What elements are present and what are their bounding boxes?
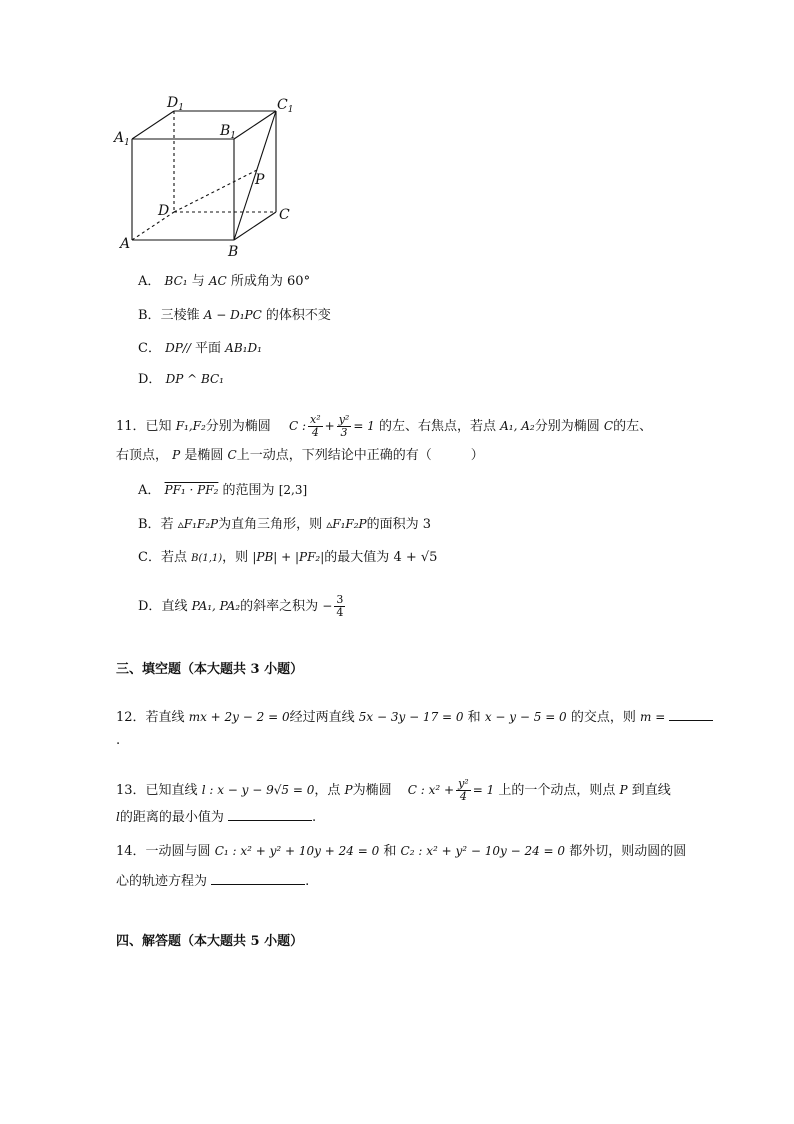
math-expr: F₁,F₂ [175,419,206,433]
cube-figure [112,92,302,262]
stem-text: 和 [383,844,397,859]
stem-text: 都外切，则动圆的圆 [569,844,687,859]
stem-text: 到直线 [631,783,671,798]
math-expr: AC [208,274,227,288]
option-text: 的斜率之积为 [240,599,319,614]
stem-text: . [312,810,317,825]
math-expr: C : x² + [407,783,455,797]
math-expr: AB₁D₁ [225,341,262,355]
math-expr: C : [288,419,306,433]
q10-option-b [138,306,331,325]
q12-stem [116,706,713,727]
option-text: 若点 [160,550,187,565]
stem-text: 已知 [145,419,172,434]
segment-D-P [174,170,257,212]
option-text: 的体积不变 [265,308,331,323]
fraction: $\frac{3}{4}$ [336,593,344,619]
math-expr: 4 + √5 [393,550,438,565]
label-C1: $C_1$ [277,97,294,115]
stem-text: 为椭圆 [352,783,392,798]
option-text: 的面积为 [366,517,419,532]
math-expr: PA₁, PA₂ [191,599,241,613]
fraction: $\frac{\text{y²}}{3}$ [338,413,350,439]
option-text: 的范围为 [222,483,275,498]
stem-text: 右顶点， [116,448,169,463]
option-label: A． [138,274,161,289]
question-number: 13． [116,783,146,798]
stem-text: 一动圆与圆 [145,844,211,859]
answer-blank[interactable] [211,870,305,885]
math-expr: A₁, A₂ [500,419,535,433]
math-expr: B(1,1) [191,553,223,564]
math-expr: BC₁ [164,274,188,288]
q11-option-d [138,594,347,619]
q12-line2: . [116,733,121,748]
math-expr: C₂ : x² + y² − 10y − 24 = 0 [400,844,566,858]
math-expr: l [116,810,120,824]
math-expr: P [344,783,353,797]
stem-text: 的距离的最小值为 [119,810,224,825]
math-expr: A − D₁PC [203,308,262,322]
q11-stem-line2 [116,446,484,465]
stem-text: 若直线 [145,710,185,725]
math-expr: ▵F₁F₂P [326,517,367,531]
question-number: 11． [116,419,146,434]
option-label: B． [138,308,161,323]
edge-A1-D1 [132,111,174,139]
option-label: C． [138,550,161,565]
q13-stem-line2 [116,806,316,827]
stem-text: 分别为椭圆 [534,419,600,434]
math-expr: C [603,419,614,433]
label-D: D [158,203,170,219]
option-text: 平面 [195,341,222,356]
math-expr: x − y − 5 = 0 [484,710,567,724]
option-label: D． [138,372,162,387]
math-expr: PF₁ · PF₂ [164,483,219,497]
math-expr: P [619,783,628,797]
stem-text: 和 [467,710,481,725]
option-label: B． [138,517,161,532]
edge-B1-C1 [234,111,276,139]
option-label: D． [138,599,162,614]
section-4-heading: 四、解答题（本大题共 5 小题） [116,934,304,949]
option-text: 若 [160,517,174,532]
label-B1: $B_1$ [220,123,237,141]
option-text: 的最大值为 [324,550,390,565]
math-expr: 3 [422,517,432,532]
stem-text: 心的轨迹方程为 [116,874,208,889]
stem-text: 是椭圆 [184,448,224,463]
math-expr: 5x − 3y − 17 = 0 [358,710,464,724]
math-expr: C₁ : x² + y² + 10y + 24 = 0 [214,844,380,858]
option-text: 为直角三角形，则 [218,517,323,532]
edge-B-C [234,212,276,240]
stem-text: 分别为椭圆 [205,419,271,434]
math-expr: mx + 2y − 2 = 0 [188,710,290,724]
option-text: 三棱锥 [160,308,200,323]
math-expr: m = [640,710,666,724]
label-D1: $D_1$ [167,95,184,113]
q10-option-a [138,272,310,291]
option-text: ，则 [222,550,249,565]
math-expr: ▵F₁F₂P [177,517,219,531]
q11-stem-line1 [116,414,652,439]
label-B: B [228,244,239,260]
label-A1: $A_1$ [114,130,130,148]
label-A: A [120,236,131,252]
stem-text: 的左、右焦点，若点 [378,419,496,434]
math-expr: − [322,599,333,613]
fraction: $\frac{\text{y²}}{4}$ [458,777,469,803]
stem-text: 经过两直线 [289,710,355,725]
math-expr: P [172,448,181,462]
q11-option-b [138,515,431,534]
question-number: 14． [116,844,146,859]
section-3-heading: 三、填空题（本大题共 3 小题） [116,662,304,677]
option-text: 所成角为 [230,274,283,289]
answer-blank[interactable] [228,806,312,821]
math-expr: 60° [287,274,311,289]
math-expr: l : x − y − 9√5 = 0 [201,783,315,797]
q13-stem-line1 [116,778,671,803]
math-expr: DP ^ BC₁ [165,372,224,386]
stem-text: 的左、 [613,419,653,434]
stem-text: 已知直线 [145,783,198,798]
math-expr: C [227,448,237,462]
label-P: P [255,172,265,188]
math-expr: [2,3] [278,483,308,497]
question-number: 12． [116,710,146,725]
q14-stem-line1 [116,842,686,861]
q11-option-a [138,481,307,500]
stem-text: ，点 [314,783,341,798]
q10-option-d [138,370,224,389]
stem-text: 上一动点，下列结论中正确的有（ ） [236,448,484,463]
math-expr: = 1 [472,783,495,797]
q10-option-c [138,339,262,358]
stem-text: 的交点，则 [570,710,636,725]
option-text: 直线 [161,599,188,614]
fraction: $\frac{\text{x²}}{4}$ [310,413,321,439]
stem-text: 上的一个动点，则点 [498,783,616,798]
option-label: C． [138,341,161,356]
label-C: C [279,207,290,223]
math-expr: DP// [165,341,191,355]
q11-option-c [138,548,437,568]
math-expr: + [324,419,335,433]
math-expr: |PB| + |PF₂| [252,550,325,564]
answer-blank[interactable] [669,706,713,721]
stem-text: . [305,874,310,889]
q14-stem-line2 [116,870,309,891]
option-text: 与 [191,274,205,289]
option-label: A． [138,483,161,498]
math-expr: = 1 [353,419,375,433]
